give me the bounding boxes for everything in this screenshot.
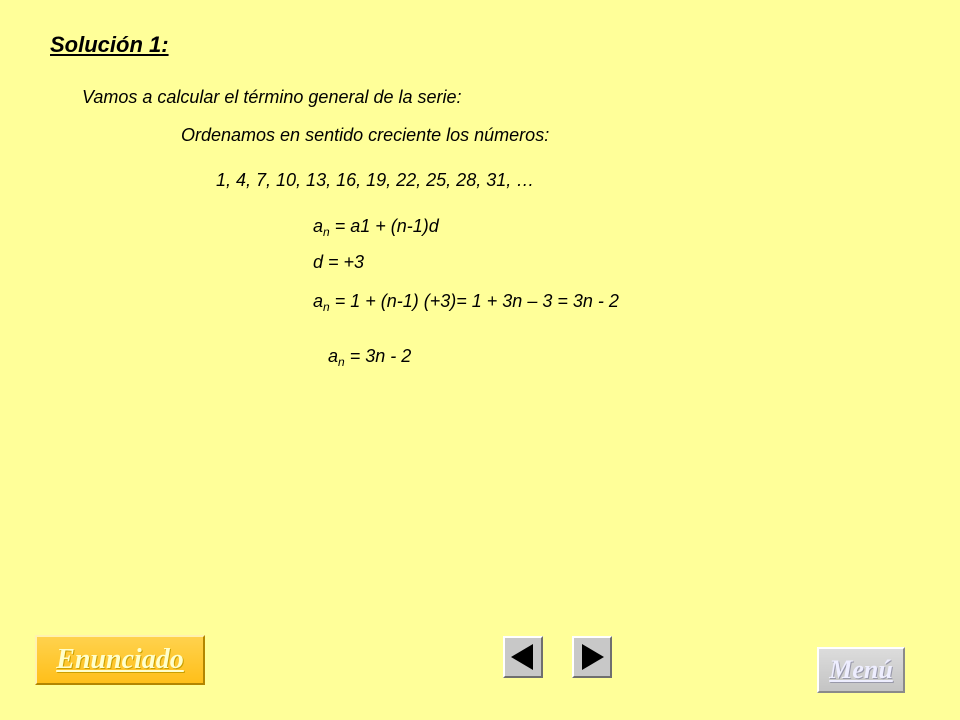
order-text: Ordenamos en sentido creciente los números: <box>181 125 550 145</box>
sequence-text: 1, 4, 7, 10, 13, 16, 19, 22, 25, 28, 31, … <box>216 170 535 190</box>
formula-subscript: n <box>323 225 330 239</box>
formula-rest: = 3n - 2 <box>344 346 412 366</box>
intro-text: Vamos a calcular el término general de la serie: <box>82 87 462 107</box>
formula-general <box>313 216 439 239</box>
triangle-left-icon <box>505 638 541 676</box>
triangle-right-icon <box>574 638 610 676</box>
formula-base: a <box>313 216 324 236</box>
formula-subscript: n <box>338 355 345 369</box>
formula-result <box>328 346 411 369</box>
formula-subscript: n <box>323 300 330 314</box>
next-button[interactable] <box>572 636 612 678</box>
formula-rest: = 1 + (n-1) (+3)= 1 + 3n – 3 = 3n - 2 <box>329 291 619 311</box>
formula-difference: d = +3 <box>313 252 365 272</box>
formula-rest: = a1 + (n-1)d <box>329 216 439 236</box>
previous-button[interactable] <box>503 636 543 678</box>
menu-button[interactable]: Menú <box>817 647 905 693</box>
formula-base: a <box>313 291 324 311</box>
formula-substitution <box>313 291 619 314</box>
enunciado-button[interactable]: Enunciado <box>35 635 205 685</box>
page-title: Solución 1: <box>50 32 169 57</box>
formula-base: a <box>328 346 339 366</box>
